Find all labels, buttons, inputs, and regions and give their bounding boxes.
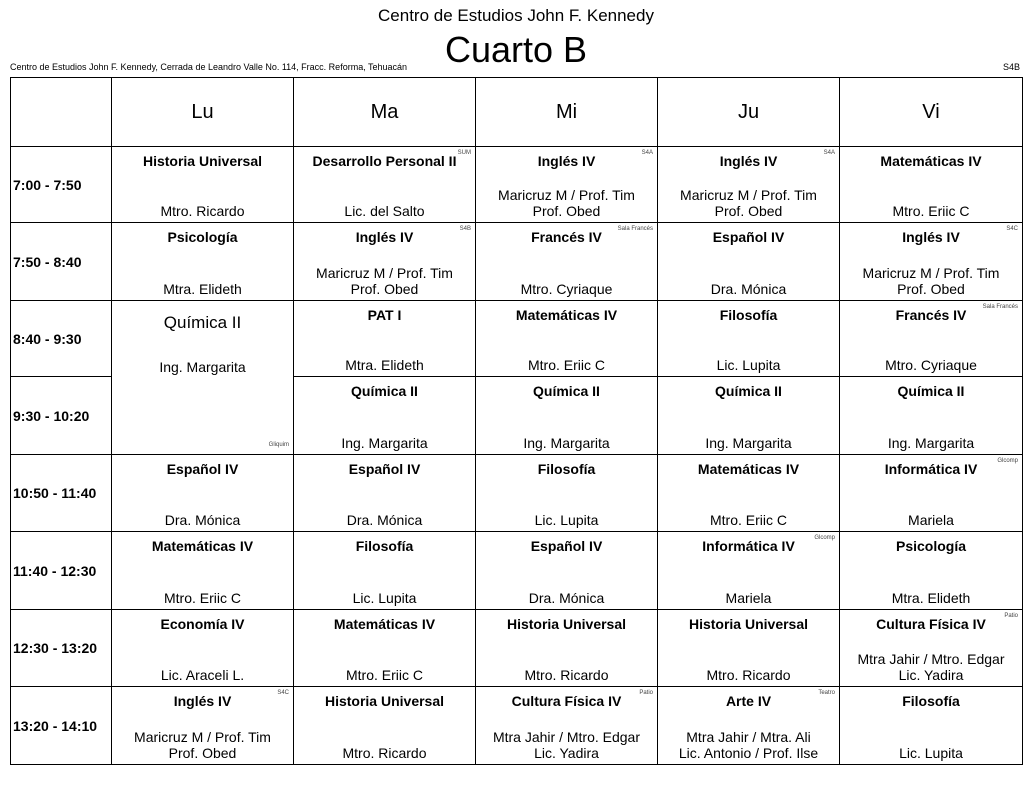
teacher-name: Mtra. Elideth bbox=[163, 280, 242, 297]
subject-name: Psicología bbox=[167, 229, 238, 246]
room-label: Gliquim bbox=[268, 441, 289, 448]
subject-name: Matemáticas IV bbox=[697, 460, 800, 477]
teacher-name: Mtra Jahir / Mtro. Edgar Lic. Yadira bbox=[857, 651, 1005, 684]
teacher-name: Lic. Lupita bbox=[716, 357, 781, 374]
teacher-name: Ing. Margarita bbox=[887, 434, 975, 451]
subject-name: Matemáticas IV bbox=[151, 538, 254, 555]
class-cell bbox=[112, 147, 294, 223]
subject-name: Química II bbox=[351, 383, 418, 400]
subject-name: Español IV bbox=[712, 229, 785, 246]
class-cell bbox=[658, 532, 840, 610]
subject-name: Español IV bbox=[530, 538, 603, 555]
teacher-name: Mtra Jahir / Mtro. Edgar Lic. Yadira bbox=[492, 729, 641, 761]
teacher-name: Lic. del Salto bbox=[344, 203, 425, 220]
subject-name: Matemáticas IV bbox=[880, 153, 982, 169]
room-label: Glcomp bbox=[814, 535, 835, 542]
day-header: Ma bbox=[294, 78, 476, 147]
room-label: Patio bbox=[1004, 612, 1018, 619]
class-cell bbox=[840, 300, 1023, 376]
class-cell bbox=[294, 609, 476, 687]
teacher-name: Mtro. Ricardo bbox=[342, 745, 427, 761]
teacher-name: Lic. Lupita bbox=[899, 745, 963, 761]
class-cell bbox=[840, 609, 1023, 687]
teacher-name: Ing. Margarita bbox=[523, 434, 610, 451]
teacher-name: Ing. Margarita bbox=[705, 434, 792, 451]
subject-name: Filosofía bbox=[719, 306, 778, 323]
room-label: S4C bbox=[277, 690, 289, 697]
room-label: Glcomp bbox=[997, 457, 1018, 464]
teacher-name: Lic. Lupita bbox=[352, 589, 417, 606]
subject-name: Historia Universal bbox=[506, 615, 627, 632]
teacher-name: Maricruz M / Prof. Tim Prof. Obed bbox=[316, 264, 453, 297]
class-cell bbox=[658, 687, 840, 765]
corner-cell bbox=[11, 78, 112, 147]
class-cell bbox=[112, 300, 294, 454]
time-slot-label: 10:50 - 11:40 bbox=[11, 454, 112, 532]
teacher-name: Lic. Lupita bbox=[534, 512, 599, 529]
teacher-name: Maricruz M / Prof. Tim Prof. Obed bbox=[134, 729, 271, 761]
subject-name: Química II bbox=[715, 383, 782, 400]
room-label: S4A bbox=[641, 150, 653, 156]
time-slot-row bbox=[11, 147, 1023, 223]
teacher-name: Mariela bbox=[908, 512, 954, 529]
subject-name: Cultura Física IV bbox=[511, 693, 622, 710]
subject-name: Inglés IV bbox=[902, 229, 960, 246]
subject-name: Filosofía bbox=[902, 693, 960, 710]
time-slot-label: 12:30 - 13:20 bbox=[11, 609, 112, 687]
room-label: S4B bbox=[459, 226, 471, 233]
teacher-name: Mtra Jahir / Mtra. Ali Lic. Antonio / Prof. Ilse bbox=[678, 729, 819, 761]
time-slot-row bbox=[11, 532, 1023, 610]
subject-name: Matemáticas IV bbox=[515, 306, 618, 323]
class-cell bbox=[112, 454, 294, 532]
time-slot-label: 7:00 - 7:50 bbox=[11, 147, 112, 223]
class-cell bbox=[112, 687, 294, 765]
time-slot-row bbox=[11, 454, 1023, 532]
time-slot-label: 11:40 - 12:30 bbox=[11, 532, 112, 610]
subject-name: Economía IV bbox=[160, 615, 245, 632]
teacher-name: Mtra. Elideth bbox=[891, 589, 971, 606]
teacher-name: Mtro. Eriic C bbox=[164, 589, 241, 606]
class-cell bbox=[658, 147, 840, 223]
teacher-name: Mtra. Elideth bbox=[345, 357, 424, 374]
subject-name: Inglés IV bbox=[355, 229, 414, 246]
teacher-name: Maricruz M / Prof. Tim Prof. Obed bbox=[498, 187, 635, 220]
group-code: S4B bbox=[1002, 62, 1020, 72]
time-slot-label: 7:50 - 8:40 bbox=[11, 223, 112, 301]
subject-name: Historia Universal bbox=[324, 693, 445, 710]
class-cell bbox=[476, 454, 658, 532]
teacher-name: Mtro. Cyriaque bbox=[885, 357, 977, 374]
subject-name: Historia Universal bbox=[688, 615, 809, 632]
subject-name: Historia Universal bbox=[142, 153, 263, 169]
subject-name: Inglés IV bbox=[173, 693, 232, 710]
group-title: Cuarto B bbox=[444, 29, 588, 70]
room-label: Sala Francés bbox=[982, 303, 1018, 310]
room-label: Sala Francés bbox=[617, 226, 653, 233]
teacher-name: Mtro. Ricardo bbox=[160, 203, 245, 220]
class-cell bbox=[294, 147, 476, 223]
teacher-name: Lic. Araceli L. bbox=[160, 667, 245, 684]
teacher-name: Mariela bbox=[725, 589, 772, 606]
subject-name: Español IV bbox=[348, 460, 421, 477]
time-slot-label: 8:40 - 9:30 bbox=[11, 300, 112, 376]
teacher-name: Dra. Mónica bbox=[164, 512, 241, 529]
class-cell bbox=[294, 223, 476, 301]
class-cell bbox=[476, 609, 658, 687]
class-cell bbox=[112, 532, 294, 610]
teacher-name: Mtro. Eriic C bbox=[892, 203, 970, 220]
time-slot-row bbox=[11, 300, 1023, 376]
class-cell bbox=[658, 454, 840, 532]
class-cell bbox=[112, 223, 294, 301]
teacher-name: Ing. Margarita bbox=[341, 434, 428, 451]
day-header-row bbox=[11, 78, 1023, 147]
class-cell bbox=[476, 300, 658, 376]
class-cell bbox=[476, 532, 658, 610]
class-cell bbox=[112, 609, 294, 687]
class-cell bbox=[658, 223, 840, 301]
subject-name: Cultura Física IV bbox=[876, 615, 986, 632]
subject-name: Francés IV bbox=[895, 306, 967, 323]
class-cell bbox=[658, 609, 840, 687]
teacher-name: Mtro. Eriic C bbox=[346, 667, 423, 684]
subject-name: Filosofía bbox=[537, 460, 596, 477]
class-cell bbox=[294, 300, 476, 376]
subject-name: PAT I bbox=[367, 306, 402, 323]
time-slot-label: 13:20 - 14:10 bbox=[11, 687, 112, 765]
subject-name: Inglés IV bbox=[719, 153, 778, 169]
class-cell bbox=[476, 223, 658, 301]
school-address: Centro de Estudios John F. Kennedy, Cerrada de Leandro Valle No. 114, Fracc. Reforma, Tehuacán bbox=[10, 62, 408, 72]
day-header: Mi bbox=[476, 78, 658, 147]
class-cell bbox=[294, 454, 476, 532]
school-name: Centro de Estudios John F. Kennedy bbox=[378, 6, 654, 25]
time-slot-row bbox=[11, 609, 1023, 687]
class-cell bbox=[476, 147, 658, 223]
room-label: SUM bbox=[457, 150, 471, 156]
class-cell bbox=[294, 687, 476, 765]
day-header: Vi bbox=[840, 78, 1023, 147]
schedule-table bbox=[10, 77, 1023, 765]
class-cell bbox=[658, 377, 840, 455]
teacher-name: Dra. Mónica bbox=[710, 280, 787, 297]
class-cell bbox=[840, 532, 1023, 610]
teacher-name: Dra. Mónica bbox=[528, 589, 605, 606]
room-label: S4A bbox=[823, 150, 835, 156]
subject-name: Francés IV bbox=[531, 229, 602, 246]
time-slot-row bbox=[11, 687, 1023, 765]
teacher-name: Maricruz M / Prof. Tim Prof. Obed bbox=[862, 264, 1000, 297]
teacher-name: Mtro. Eriic C bbox=[710, 512, 787, 529]
class-cell bbox=[840, 377, 1023, 455]
room-label: Patio bbox=[639, 690, 653, 697]
teacher-name: Mtro. Ricardo bbox=[524, 667, 609, 684]
subject-name: Informática IV bbox=[702, 538, 795, 555]
time-slot-row bbox=[11, 223, 1023, 301]
teacher-name: Dra. Mónica bbox=[346, 512, 423, 529]
teacher-name: Mtro. Ricardo bbox=[706, 667, 791, 684]
teacher-name: Mtro. Cyriaque bbox=[520, 280, 613, 297]
class-cell bbox=[294, 532, 476, 610]
class-cell bbox=[476, 687, 658, 765]
subject-name: Arte IV bbox=[725, 693, 772, 710]
subject-name: Filosofía bbox=[355, 538, 414, 555]
subject-name: Psicología bbox=[895, 538, 967, 555]
day-header: Lu bbox=[112, 78, 294, 147]
day-header: Ju bbox=[658, 78, 840, 147]
subject-name: Desarrollo Personal II bbox=[312, 153, 457, 169]
subject-name: Química II bbox=[897, 383, 965, 400]
room-label: S4C bbox=[1006, 226, 1018, 233]
subject-name: Informática IV bbox=[884, 460, 978, 477]
class-cell bbox=[840, 223, 1023, 301]
class-cell bbox=[840, 454, 1023, 532]
time-slot-label: 9:30 - 10:20 bbox=[11, 377, 112, 455]
class-cell bbox=[658, 300, 840, 376]
subject-name: Química II bbox=[163, 312, 242, 332]
class-cell bbox=[294, 377, 476, 455]
room-label: Teatro bbox=[818, 690, 835, 697]
subject-name: Matemáticas IV bbox=[333, 615, 436, 632]
teacher-name: Maricruz M / Prof. Tim Prof. Obed bbox=[680, 187, 817, 220]
teacher-name: Mtro. Eriic C bbox=[528, 357, 605, 374]
class-cell bbox=[476, 377, 658, 455]
subject-name: Química II bbox=[533, 383, 600, 400]
class-cell bbox=[840, 687, 1023, 765]
subject-name: Español IV bbox=[166, 460, 239, 477]
teacher-name: Ing. Margarita bbox=[159, 358, 246, 375]
class-cell bbox=[840, 147, 1023, 223]
subject-name: Inglés IV bbox=[537, 153, 596, 169]
